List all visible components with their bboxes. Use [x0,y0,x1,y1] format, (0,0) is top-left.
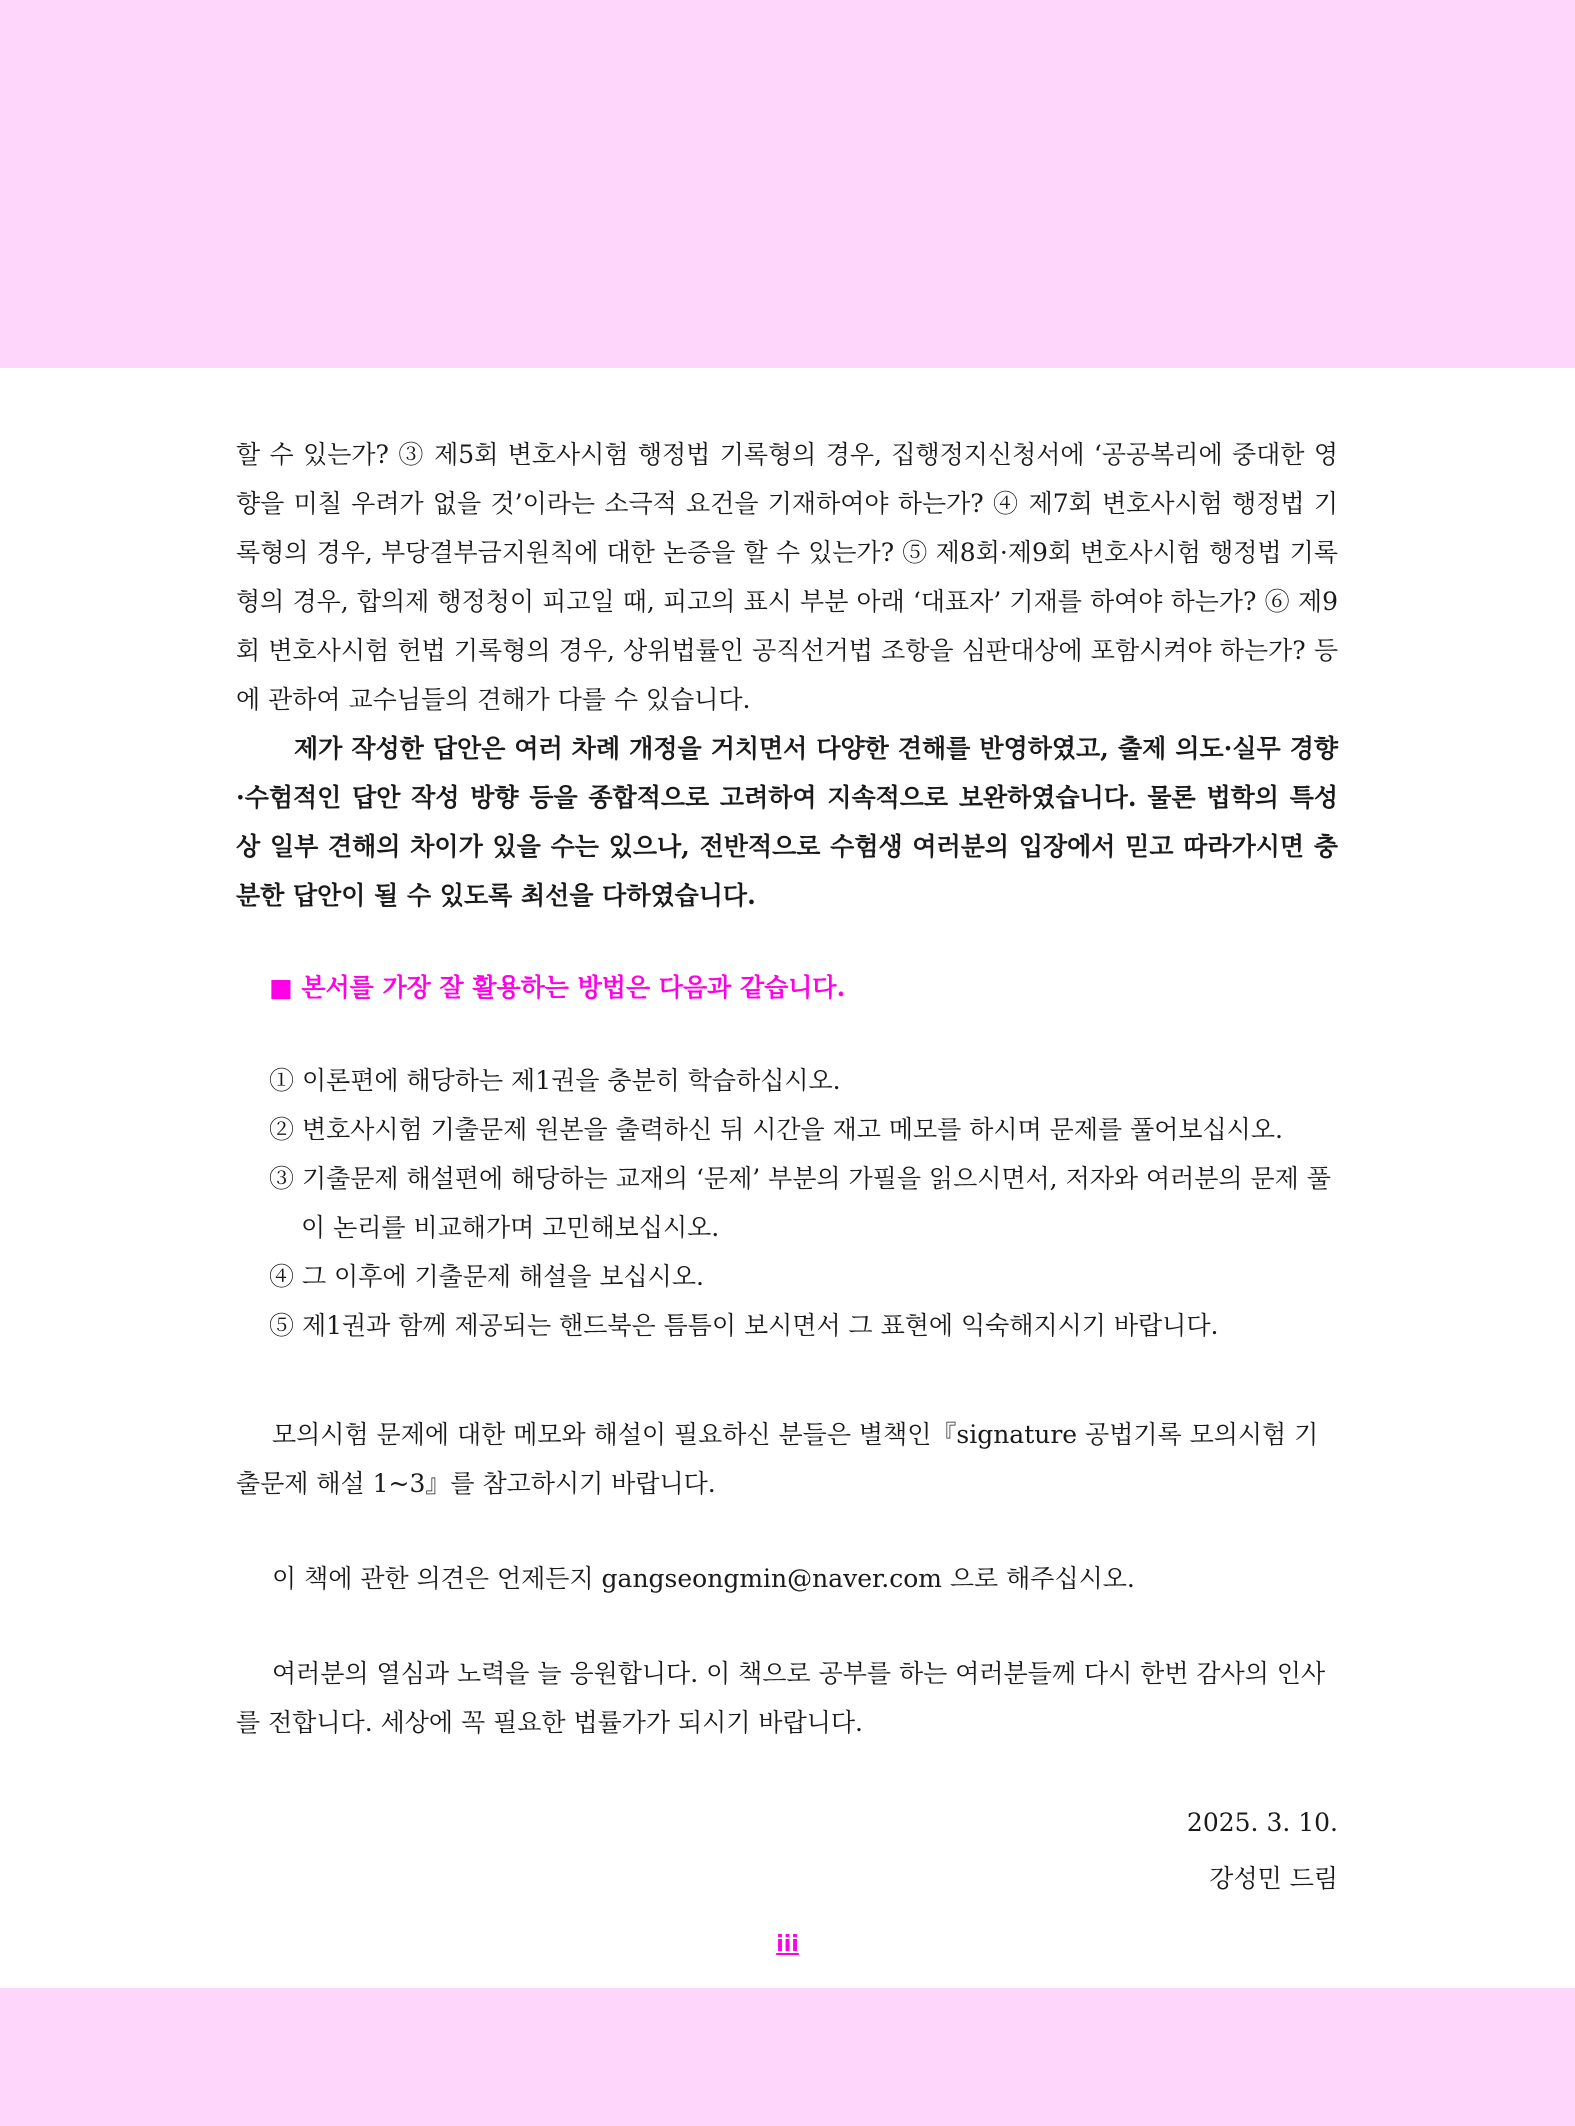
list-item: ② 변호사시험 기출문제 원본을 출력하신 뒤 시간을 재고 메모를 하시며 문제를 풀어보십시오. [269,1115,1283,1144]
closing-paragraph: 여러분의 열심과 노력을 늘 응원합니다. 이 책으로 공부를 하는 여러분들께 다시 한번 감사의 인사를 전합니다. 세상에 꼭 필요한 법률가가 되시기 바랍니다. [236,1659,1326,1737]
list-item: ⑤ 제1권과 함께 제공되는 핸드북은 틈틈이 보시면서 그 표현에 익숙해지시기 바랍니다. [269,1311,1219,1340]
list-item: ③ 기출문제 해설편에 해당하는 교재의 ‘문제’ 부분의 가필을 읽으시면서, 저자와 여러분의 문제 풀이 논리를 비교해가며 고민해보십시오. [269,1164,1331,1242]
square-bullet-icon: ■ [269,973,293,1002]
top-decorative-band [0,0,1575,368]
section-heading [269,968,1338,1008]
signature-author: 강성민 드림 [1209,1864,1338,1893]
list-item: ① 이론편에 해당하는 제1권을 충분히 학습하십시오. [269,1066,841,1095]
page-number: iii [776,1932,799,1957]
bottom-decorative-band [0,1988,1575,2126]
intro-bold-paragraph: 제가 작성한 답안은 여러 차례 개정을 거치면서 다양한 견해를 반영하였고, 출제 의도·실무 경향·수험적인 답안 작성 방향 등을 종합적으로 고려하여 지속적으로 보완하였습니다. 물론 법학의 특성상 일부 견해의 차이가 있을 수는 있으나, 전반적으로 수험생 여러분의 입장에서 믿고 따라가시면 충분한 답안이 될 수 있도록 최선을 다하였습니다. [236,734,1338,910]
list-item: ④ 그 이후에 기출문제 해설을 보십시오. [269,1262,704,1291]
mock-exam-paragraph: 모의시험 문제에 대한 메모와 해설이 필요하신 분들은 별책인『signature 공법기록 모의시험 기출문제 해설 1~3』를 참고하시기 바랍니다. [236,1420,1319,1498]
contact-paragraph: 이 책에 관한 의견은 언제든지 gangseongmin@naver.com 으로 해주십시오. [272,1564,1135,1593]
usage-steps-list [269,1056,1338,1350]
intro-paragraph: 할 수 있는가? ③ 제5회 변호사시험 행정법 기록형의 경우, 집행정지신청서에 ‘공공복리에 중대한 영향을 미칠 우려가 없을 것’이라는 소극적 요건을 기재하여야 하는가? ④ 제7회 변호사시험 행정법 기록형의 경우, 부당결부금지원칙에 대한 논증을 할 수 있는가? ⑤ 제8회·제9회 변호사시험 행정법 기록형의 경우, 합의제 행정청이 피고일 때, 피고의 표시 부분 아래 ‘대표자’ 기재를 하여야 하는가? ⑥ 제9회 변호사시험 헌법 기록형의 경우, 상위법률인 공직선거법 조항을 심판대상에 포함시켜야 하는가? 등에 관하여 교수님들의 견해가 다를 수 있습니다. [236,440,1338,714]
page-content [236,430,1338,1907]
section-heading-text: 본서를 가장 잘 활용하는 방법은 다음과 같습니다. [301,973,846,1002]
signature-date: 2025. 3. 10. [1186,1808,1338,1837]
signature-block [236,1795,1338,1907]
